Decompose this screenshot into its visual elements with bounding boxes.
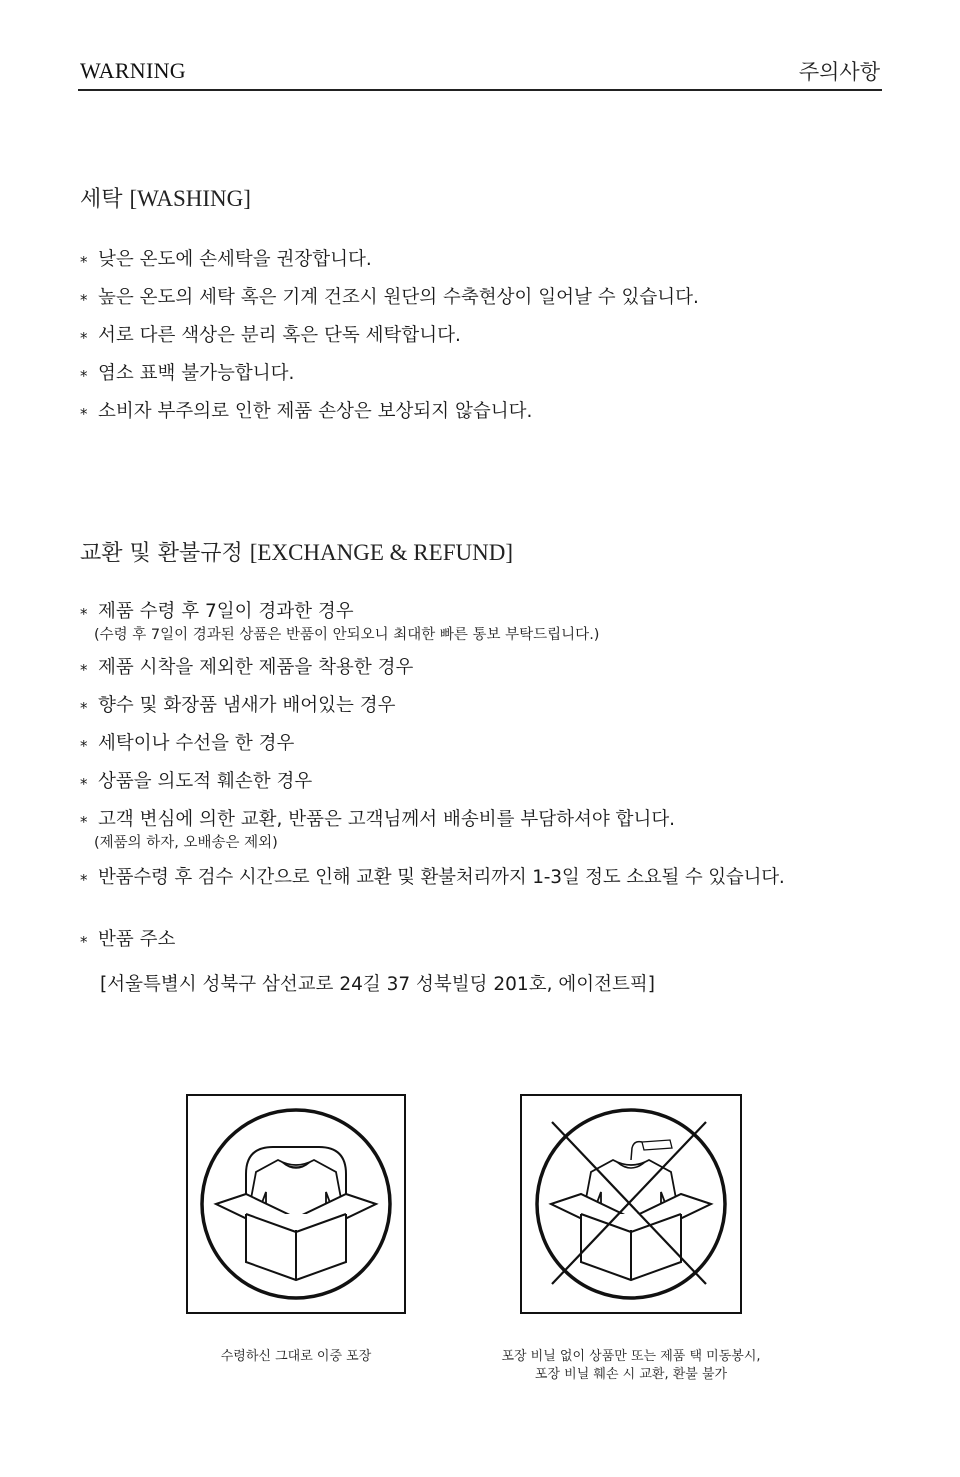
item-text: 소비자 부주의로 인한 제품 손상은 보상되지 않습니다. — [98, 401, 533, 422]
exchange-list — [80, 600, 785, 954]
return-address-label: 반품 주소 — [98, 929, 176, 950]
item-text: 세탁이나 수선을 한 경우 — [98, 733, 295, 754]
header-warning: WARNING — [80, 58, 186, 83]
bullet-icon: * — [80, 661, 88, 679]
bullet-icon: * — [80, 737, 88, 755]
right-caption-line2: 포장 비닐 훼손 시 교환, 환불 불가 — [534, 1367, 728, 1382]
bullet-icon: * — [80, 933, 88, 951]
list-item — [80, 362, 699, 388]
list-item — [80, 656, 785, 682]
bullet-icon: * — [80, 291, 88, 309]
item-text: 고객 변심에 의한 교환, 반품은 고객님께서 배송비를 부담하셔야 합니다. — [98, 809, 676, 830]
item-text: 염소 표백 불가능합니다. — [98, 363, 295, 384]
list-item — [80, 324, 699, 350]
bullet-icon: * — [80, 405, 88, 423]
list-item — [80, 732, 785, 758]
bullet-icon: * — [80, 813, 88, 831]
header-divider — [78, 89, 882, 91]
exchange-title — [80, 536, 513, 567]
bullet-icon: * — [80, 253, 88, 271]
right-caption — [461, 1348, 801, 1384]
bullet-icon: * — [80, 871, 88, 889]
list-item — [80, 808, 785, 834]
item-text: 반품수령 후 검수 시간으로 인해 교환 및 환불처리까지 1-3일 정도 소요될 수 있습니다. — [98, 867, 785, 888]
item-text: 상품을 의도적 훼손한 경우 — [98, 771, 313, 792]
no-unpacked-shirt-icon — [520, 1094, 742, 1314]
list-item — [80, 248, 699, 274]
bullet-icon: * — [80, 699, 88, 717]
item-text: 높은 온도의 세탁 혹은 기계 건조시 원단의 수축현상이 일어날 수 있습니다. — [98, 287, 699, 308]
return-address: [서울특별시 성북구 삼선교로 24길 37 성북빌딩 201호, 에이전트픽] — [100, 974, 655, 995]
bullet-icon: * — [80, 329, 88, 347]
list-item — [80, 694, 785, 720]
left-caption: 수령하신 그대로 이중 포장 — [220, 1349, 372, 1364]
item-text: 제품 수령 후 7일이 경과한 경우 — [98, 601, 354, 622]
list-item — [80, 286, 699, 312]
item-text: 향수 및 화장품 냄새가 배어있는 경우 — [98, 695, 396, 716]
bullet-icon: * — [80, 605, 88, 623]
item-note: (제품의 하자, 오배송은 제외) — [94, 835, 278, 851]
right-caption-line1: 포장 비닐 없이 상품만 또는 제품 택 미동봉시, — [501, 1349, 761, 1364]
exchange-title-en: [EXCHANGE & REFUND] — [249, 540, 513, 565]
bullet-icon: * — [80, 775, 88, 793]
list-item — [80, 866, 785, 892]
list-item — [80, 400, 699, 426]
item-text: 제품 시착을 제외한 제품을 착용한 경우 — [98, 657, 414, 678]
header-caution: 주의사항 — [798, 60, 880, 84]
item-note: (수령 후 7일이 경과된 상품은 반품이 안되오니 최대한 빠른 통보 부탁드립니다.) — [94, 627, 600, 643]
list-item — [80, 770, 785, 796]
item-text: 서로 다른 색상은 분리 혹은 단독 세탁합니다. — [98, 325, 461, 346]
bullet-icon: * — [80, 367, 88, 385]
washing-title-en: [WASHING] — [129, 186, 251, 211]
list-item — [80, 600, 785, 626]
washing-title — [80, 182, 251, 213]
item-text: 낮은 온도에 손세탁을 권장합니다. — [98, 249, 372, 270]
washing-list — [80, 248, 699, 426]
exchange-title-ko: 교환 및 환불규정 — [80, 541, 243, 566]
boxed-shirt-icon — [186, 1094, 406, 1314]
washing-title-ko: 세탁 — [80, 187, 123, 212]
list-item — [80, 928, 785, 954]
